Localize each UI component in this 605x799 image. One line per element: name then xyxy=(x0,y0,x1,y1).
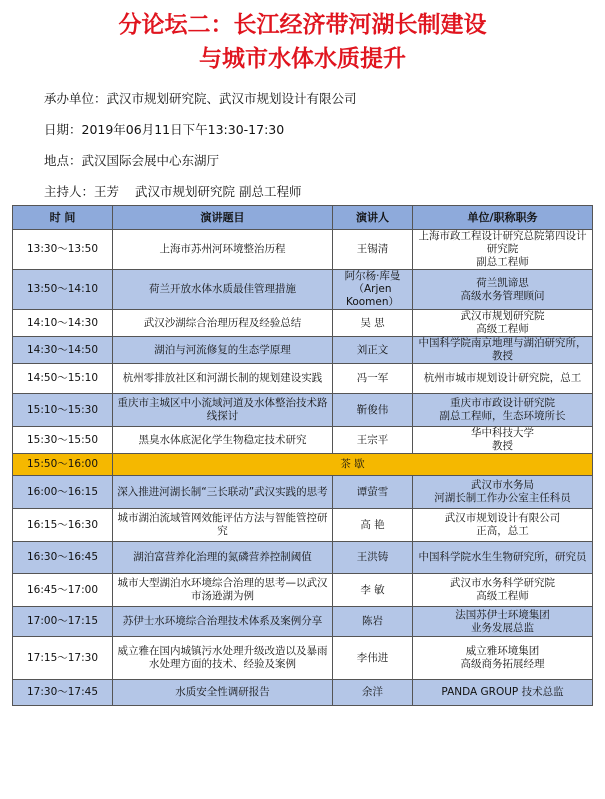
row-time: 14:30～14:50 xyxy=(13,337,113,364)
header-speaker: 演讲人 xyxy=(333,206,413,230)
row-time: 17:15～17:30 xyxy=(13,637,113,680)
table-row xyxy=(13,394,593,427)
row-unit: 武汉市规划设计有限公司 正高，总工 xyxy=(413,509,593,542)
row-topic: 城市大型湖泊水环境综合治理的思考—以武汉市汤逊湖为例 xyxy=(113,574,333,607)
row-topic: 武汉沙湖综合治理历程及经验总结 xyxy=(113,310,333,337)
row-speaker: 高 艳 xyxy=(333,509,413,542)
schedule-table xyxy=(12,205,593,706)
table-row xyxy=(13,476,593,509)
row-topic: 深入推进河湖长制“三长联动”武汉实践的思考 xyxy=(113,476,333,509)
row-time: 17:30～17:45 xyxy=(13,680,113,706)
row-topic: 湖泊与河流修复的生态学原理 xyxy=(113,337,333,364)
location-text: 地点：武汉国际会展中心东湖厅 xyxy=(44,153,220,168)
row-topic: 威立雅在国内城镇污水处理升级改造以及暴雨水处理方面的技术、经验及案例 xyxy=(113,637,333,680)
row-speaker: 王洪铸 xyxy=(333,542,413,574)
row-speaker: 王锡清 xyxy=(333,230,413,270)
row-unit: 华中科技大学 教授 xyxy=(413,427,593,454)
row-unit: 威立雅环境集团 高级商务拓展经理 xyxy=(413,637,593,680)
row-speaker: 李 敏 xyxy=(333,574,413,607)
row-unit: 武汉市规划研究院 高级工程师 xyxy=(413,310,593,337)
row-unit: 武汉市水务科学研究院 高级工程师 xyxy=(413,574,593,607)
table-row xyxy=(13,427,593,454)
row-unit: 荷兰凯谛思 高级水务管理顾问 xyxy=(413,270,593,310)
row-time: 17:00～17:15 xyxy=(13,607,113,637)
row-unit: 重庆市市政设计研究院 副总工程师，生态环境所长 xyxy=(413,394,593,427)
row-speaker: 李伟进 xyxy=(333,637,413,680)
row-time: 15:50～16:00 xyxy=(13,454,113,476)
table-row xyxy=(13,637,593,680)
header-topic: 演讲题目 xyxy=(113,206,333,230)
table-row xyxy=(13,542,593,574)
table-row xyxy=(13,364,593,394)
row-time: 15:30～15:50 xyxy=(13,427,113,454)
row-unit: 上海市政工程设计研究总院第四设计研究院 副总工程师 xyxy=(413,230,593,270)
header-unit: 单位/职称职务 xyxy=(413,206,593,230)
row-time: 16:45～17:00 xyxy=(13,574,113,607)
page-title-line1: 分论坛二：长江经济带河湖长制建设 xyxy=(118,12,487,38)
organizer-text: 承办单位：武汉市规划研究院、武汉市规划设计有限公司 xyxy=(44,91,357,106)
row-speaker: 余洋 xyxy=(333,680,413,706)
row-unit: 武汉市水务局 河湖长制工作办公室主任科员 xyxy=(413,476,593,509)
row-speaker: 王宗平 xyxy=(333,427,413,454)
host-text xyxy=(44,184,302,200)
row-unit: 中国科学院南京地理与湖泊研究所，教授 xyxy=(413,337,593,364)
row-unit: PANDA GROUP 技术总监 xyxy=(413,680,593,706)
row-unit: 杭州市城市规划设计研究院，总工 xyxy=(413,364,593,394)
row-speaker: 谭萤雪 xyxy=(333,476,413,509)
page-title-line2: 与城市水体水质提升 xyxy=(199,46,406,72)
date-text: 日期：2019年06月11日下午13:30-17:30 xyxy=(44,122,285,137)
row-speaker: 冯一军 xyxy=(333,364,413,394)
row-unit: 中国科学院水生生物研究所，研究员 xyxy=(413,542,593,574)
row-time: 15:10～15:30 xyxy=(13,394,113,427)
break-row xyxy=(13,454,593,476)
row-topic: 城市湖泊流域管网效能评估方法与智能管控研究 xyxy=(113,509,333,542)
table-row xyxy=(13,310,593,337)
host-detail: 武汉市规划研究院 副总工程师 xyxy=(135,184,302,199)
table-row xyxy=(13,574,593,607)
row-speaker: 陈岩 xyxy=(333,607,413,637)
row-topic: 水质安全性调研报告 xyxy=(113,680,333,706)
table-row xyxy=(13,607,593,637)
row-speaker: 吴 思 xyxy=(333,310,413,337)
table-row xyxy=(13,337,593,364)
row-topic: 重庆市主城区中小流域河道及水体整治技术路线探讨 xyxy=(113,394,333,427)
schedule-body xyxy=(13,230,593,706)
row-topic: 苏伊士水环境综合治理技术体系及案例分享 xyxy=(113,607,333,637)
table-row xyxy=(13,680,593,706)
table-row xyxy=(13,509,593,542)
row-time: 13:50～14:10 xyxy=(13,270,113,310)
host-label: 主持人：王芳 xyxy=(44,184,120,199)
table-row xyxy=(13,230,593,270)
row-time: 16:15～16:30 xyxy=(13,509,113,542)
row-topic: 湖泊富营养化治理的氮磷营养控制阈值 xyxy=(113,542,333,574)
row-speaker: 靳俊伟 xyxy=(333,394,413,427)
table-row xyxy=(13,270,593,310)
row-topic: 上海市苏州河环境整治历程 xyxy=(113,230,333,270)
row-time: 16:00～16:15 xyxy=(13,476,113,509)
row-unit: 法国苏伊士环境集团 业务发展总监 xyxy=(413,607,593,637)
row-topic: 黑臭水体底泥化学生物稳定技术研究 xyxy=(113,427,333,454)
break-label: 茶 歇 xyxy=(113,454,593,476)
header-time: 时 间 xyxy=(13,206,113,230)
row-topic: 杭州零排放社区和河湖长制的规划建设实践 xyxy=(113,364,333,394)
row-time: 16:30～16:45 xyxy=(13,542,113,574)
row-speaker: 刘正文 xyxy=(333,337,413,364)
row-time: 14:50～15:10 xyxy=(13,364,113,394)
row-speaker: 阿尔杨·库曼 （Arjen Koomen） xyxy=(333,270,413,310)
row-time: 14:10～14:30 xyxy=(13,310,113,337)
row-time: 13:30～13:50 xyxy=(13,230,113,270)
row-topic: 荷兰开放水体水质最佳管理措施 xyxy=(113,270,333,310)
table-header-row xyxy=(13,206,593,230)
